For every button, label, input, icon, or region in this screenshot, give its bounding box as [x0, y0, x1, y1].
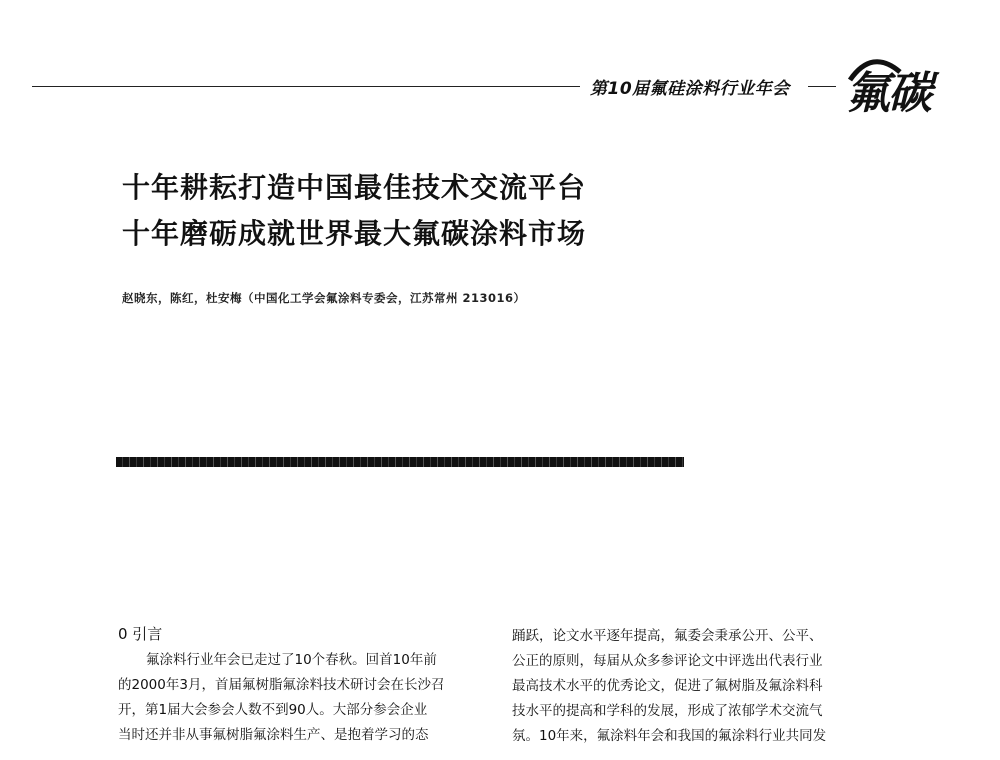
body-line: 最高技术水平的优秀论文，促进了氟树脂及氟涂料科 [512, 678, 823, 694]
logo-text: 氟碳 [846, 68, 930, 119]
body-line: 踊跃，论文水平逐年提高，氟委会秉承公开、公平、 [512, 628, 823, 644]
title-line-1: 十年耕耘打造中国最佳技术交流平台 [122, 171, 587, 204]
author-affiliation: 赵晓东，陈红，杜安梅（中国化工学会氟涂料专委会，江苏常州 213016） [122, 291, 526, 305]
article-title [122, 165, 586, 257]
body-line: 公正的原则，每届从众多参评论文中评选出代表行业 [512, 653, 823, 669]
header-rule-short [808, 86, 836, 87]
section-heading: 0 引言 [118, 625, 163, 643]
logo [842, 50, 952, 120]
dark-bar [116, 457, 684, 467]
body-line: 的2000年3月，首届氟树脂氟涂料技术研讨会在长沙召 [118, 677, 445, 693]
body-line: 当时还并非从事氟树脂氟涂料生产、是抱着学习的态 [118, 727, 429, 743]
running-header-title: 第10届氟硅涂料行业年会 [590, 79, 790, 99]
title-line-2: 十年磨砺成就世界最大氟碳涂料市场 [122, 217, 587, 250]
body-line: 氟涂料行业年会已走过了10个春秋。回首10年前 [146, 652, 437, 668]
left-column [118, 622, 478, 748]
right-column [512, 624, 872, 749]
body-line: 开，第1届大会参会人数不到90人。大部分参会企业 [118, 702, 428, 718]
body-line: 技水平的提高和学科的发展，形成了浓郁学术交流气 [512, 703, 823, 719]
header-rule [32, 86, 580, 87]
body-line: 氛。10年来，氟涂料年会和我国的氟涂料行业共同发 [512, 728, 827, 744]
